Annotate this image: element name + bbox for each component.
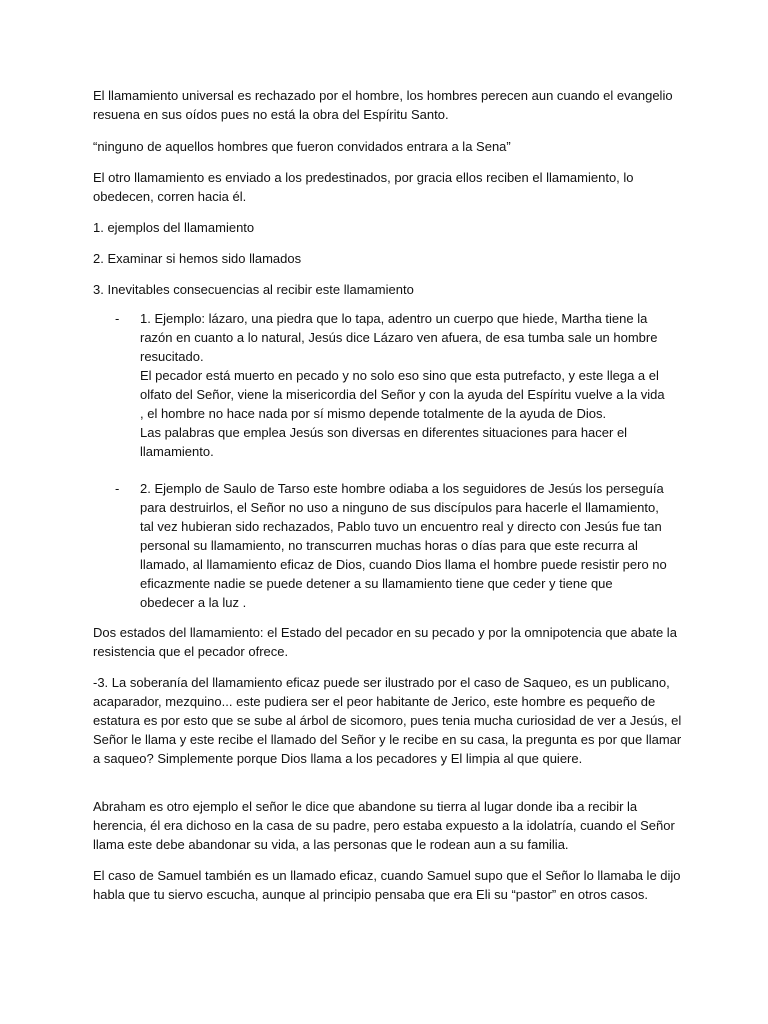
list-item-lazaro <box>93 309 683 461</box>
heading-item-3: 3. Inevitables consecuencias al recibir este llamamiento <box>93 282 414 297</box>
paragraph-two-states: Dos estados del llamamiento: el Estado del pecador en su pecado y por la omnipotencia que abate la resistencia que el pecador ofrece. <box>93 625 677 659</box>
paragraph-samuel: El caso de Samuel también es un llamado eficaz, cuando Samuel supo que el Señor lo llamaba le dijo habla que tu siervo escucha, aunque al principio pensaba que era Eli su “pastor” en otros casos. <box>93 868 681 902</box>
lazaro-words-text: Las palabras que emplea Jesús son diversas en diferentes situaciones para hacer el llamamiento. <box>140 425 628 459</box>
list-dash: - <box>115 311 120 326</box>
heading-item-1: 1. ejemplos del llamamiento <box>93 220 255 235</box>
lazaro-sinner-text: El pecador está muerto en pecado y no solo eso sino que esta putrefacto, y este llega a el olfato del Señor, viene la misericordia del Señor y con la ayuda del Espíritu vuelve a la vida , el hombre no hace nada por sí mismo depende totalmente de la ayuda de Dios. <box>140 368 665 421</box>
paragraph-universal-call: El llamamiento universal es rechazado por el hombre, los hombres perecen aun cuando el evangelio resuena en sus oídos pues no está la obra del Espíritu Santo. <box>93 88 673 122</box>
paragraph-quote: “ninguno de aquellos hombres que fueron convidados entrara a la Sena” <box>93 139 511 154</box>
list-dash: - <box>115 481 120 496</box>
saulo-example-text: 2. Ejemplo de Saulo de Tarso este hombre odiaba a los seguidores de Jesús los perseguía para destruirlos, el Señor no uso a ninguno de sus discípulos para hacerle el llamamiento, tal vez hubieran sido rechazados, Pablo tuvo un encuentro real y directo con Jesús fue tan personal su llamamiento, no transcurren muchas horas o días para que este recurra al llamado, al llamamiento eficaz de Dios, cuando Dios llama el hombre puede resistir pero no eficazmente nadie se puede detener a su llamamiento tiene que ceder y tiene que obedecer a la luz . <box>140 481 667 610</box>
paragraph-saqueo: -3. La soberanía del llamamiento eficaz puede ser ilustrado por el caso de Saqueo, es un publicano, acaparador, mezquino... este pudiera ser el peor habitante de Jerico, este hombre es pequeño de estatura es por esto que se sube al árbol de sicomoro, pues tenia mucha curiosidad de ver a Jesús, el Señor le llama y este recibe el llamado del Señor y le recibe en su casa, la pregunta es por que llamar a saqueo? Simplemente porque Dios llama a los pecadores y El limpia al que quiere. <box>93 675 682 766</box>
list-item-body <box>140 309 670 461</box>
paragraph-abraham: Abraham es otro ejemplo el señor le dice que abandone su tierra al lugar donde iba a recibir la herencia, él era dichoso en la casa de su padre, pero estaba expuesto a la idolatría, cuando el Señor llama este debe abandonar su vida, a las personas que le rodean aun a su familia. <box>93 799 675 852</box>
list-item-body <box>140 479 670 612</box>
lazaro-example-text: 1. Ejemplo: lázaro, una piedra que lo tapa, adentro un cuerpo que hiede, Martha tiene la razón en cuanto a lo natural, Jesús dice Lázaro ven afuera, de esa tumba sale un hombre resucitado. <box>140 311 658 364</box>
list-item-saulo <box>93 479 683 612</box>
paragraph-predestined-call: El otro llamamiento es enviado a los predestinados, por gracia ellos reciben el llamamiento, lo obedecen, corren hacia él. <box>93 170 634 204</box>
heading-item-2: 2. Examinar si hemos sido llamados <box>93 251 302 266</box>
